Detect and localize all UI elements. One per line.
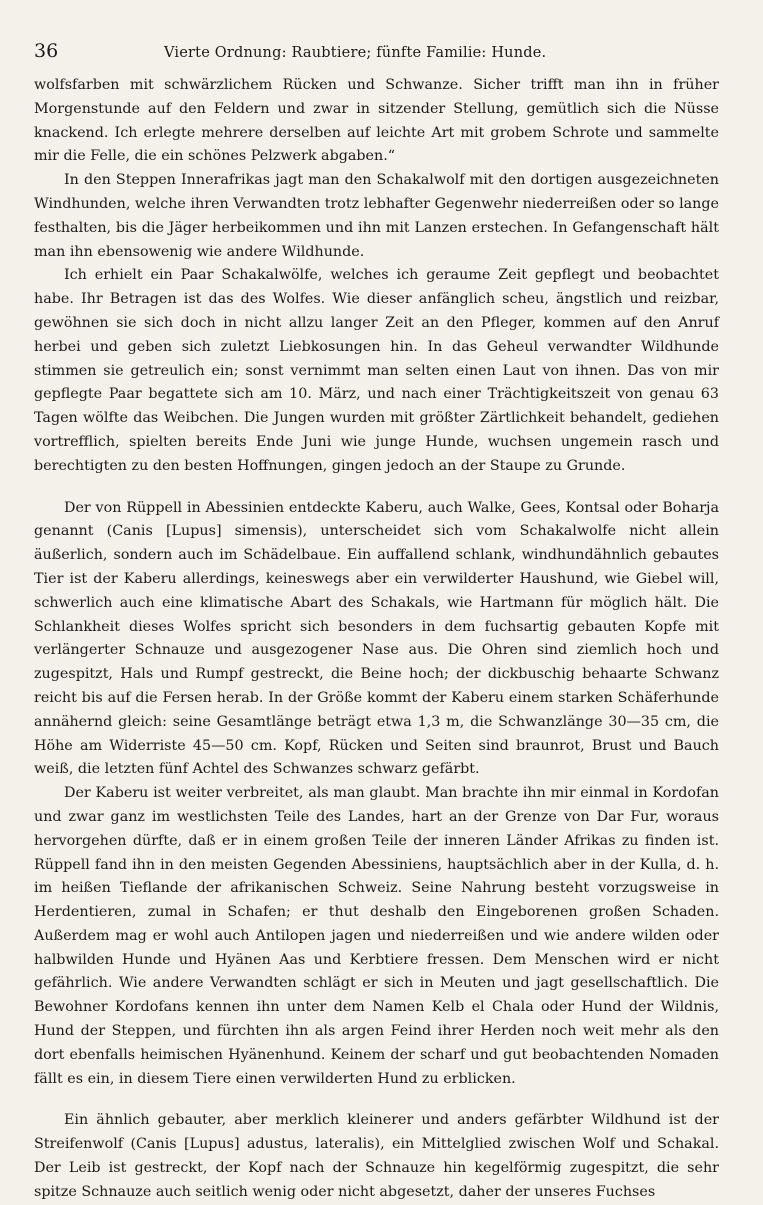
paragraph-6: Ein ähnlich gebauter, aber merklich kleinerer und anders gefärbter Wildhund ist der Streifenwolf (Canis [Lupus] adustus, lateralis), ein Mittelglied zwischen Wolf und Schakal. Der Leib ist gestreckt, der Kopf nach der Schnauze hin kegelförmig zugespitzt, die sehr spitze Schnauze auch seitlich wenig oder nicht abgesetzt, daher der unseres Fuchses [34,1112,719,1200]
section-gap [34,1091,719,1109]
page-header [34,40,719,74]
running-head: Vierte Ordnung: Raubtiere; fünfte Familie: Hunde. [164,45,547,61]
section-gap [34,479,719,497]
paragraph-5: Der Kaberu ist weiter verbreitet, als man glaubt. Man brachte ihn mir einmal in Kordofan und zwar ganz im westlichsten Teile des Landes, hart an der Grenze von Dar Fur, woraus hervorgehen dürfte, daß er in einem großen Teile der inneren Länder Afrikas zu finden ist. Rüppell fand ihn in den meisten Gegenden Abessiniens, hauptsächlich aber in der Kulla, d. h. im heißen Tieflande der afrikanischen Schweiz. Seine Nahrung besteht vorzugsweise in Herdentieren, zumal in Schafen; er thut deshalb den Eingeborenen großen Schaden. Außerdem mag er wohl auch Antilopen jagen und niederreißen und wie andere wilden oder halbwilden Hunde und Hyänen Aas und Kerbtiere fressen. Dem Menschen wird er nicht gefährlich. Wie andere Verwandten schlägt er sich in Meuten und jagt gesellschaftlich. Die Bewohner Kordofans kennen ihn unter dem Namen Kelb el Chala oder Hund der Wildnis, Hund der Steppen, und fürchten ihn als argen Feind ihrer Herden noch weit mehr als den dort ebenfalls heimischen Hyänenhund. Keinem der scharf und gut beobachtenden Nomaden fällt es ein, in diesem Tiere einen verwilderten Hund zu erblicken. [34,785,719,1087]
paragraph-2: In den Steppen Innerafrikas jagt man den Schakalwolf mit den dortigen ausgezeichneten Windhunden, welche ihren Verwandten trotz lebhafter Gegenwehr niederreißen oder so lange festhalten, bis die Jäger herbeikommen und ihn mit Lanzen erstechen. In Gefangenschaft hält man ihn ebensowenig wie andere Wildhunde. [34,172,719,260]
page-number: 36 [34,40,59,62]
paragraph-4: Der von Rüppell in Abessinien entdeckte Kaberu, auch Walke, Gees, Kontsal oder Boharja genannt (Canis [Lupus] simensis), unterscheidet sich vom Schakalwolfe nicht allein äußerlich, sondern auch im Schädelbaue. Ein auffallend schlank, windhundähnlich gebautes Tier ist der Kaberu allerdings, keineswegs aber ein verwilderter Haushund, wie Giebel will, schwerlich auch eine klimatische Abart des Schakals, wie Hartmann für möglich hält. Die Schlankheit dieses Wolfes spricht sich besonders in dem fuchsartig gebauten Kopfe mit verlängerter Schnauze und ausgezogener Nase aus. Die Ohren sind ziemlich hoch und zugespitzt, Hals und Rumpf gestreckt, die Beine hoch; der dickbuschig behaarte Schwanz reicht bis auf die Fersen herab. In der Größe kommt der Kaberu einem starken Schäferhunde annähernd gleich: seine Gesamtlänge beträgt etwa 1,3 m, die Schwanzlänge 30—35 cm, die Höhe am Widerriste 45—50 cm. Kopf, Rücken und Seiten sind braunrot, Brust und Bauch weiß, die letzten fünf Achtel des Schwanzes schwarz gefärbt. [34,499,719,778]
paragraph-3: Ich erhielt ein Paar Schakalwölfe, welches ich geraume Zeit gepflegt und beobachtet habe. Ihr Betragen ist das des Wolfes. Wie dieser anfänglich scheu, ängstlich und reizbar, gewöhnen sie sich doch in nicht allzu langer Zeit an den Pfleger, kommen auf den Anruf herbei und geben sich zuletzt Liebkosungen hin. In das Geheul verwandter Wildhunde stimmen sie getreulich ein; sonst vernimmt man selten einen Laut von ihnen. Das von mir gepflegte Paar begattete sich am 10. März, und nach einer Trächtigkeitszeit von genau 63 Tagen wölfte das Weibchen. Die Jungen wurden mit größter Zärtlichkeit behandelt, gediehen vortrefflich, spielten bereits Ende Juni wie junge Hunde, wuchsen ungemein rasch und berechtigten zu den besten Hoffnungen, gingen jedoch an der Staupe zu Grunde. [34,267,719,474]
paragraph-1: wolfsfarben mit schwärzlichem Rücken und Schwanze. Sicher trifft man ihn in früher Morgenstunde auf den Feldern und zwar in sitzender Stellung, gemütlich sich die Nüsse knackend. Ich erlegte mehrere derselben auf leichte Art mit grobem Schrote und sammelte mir die Felle, die ein schönes Pelzwerk abgaben.“ [34,77,719,165]
